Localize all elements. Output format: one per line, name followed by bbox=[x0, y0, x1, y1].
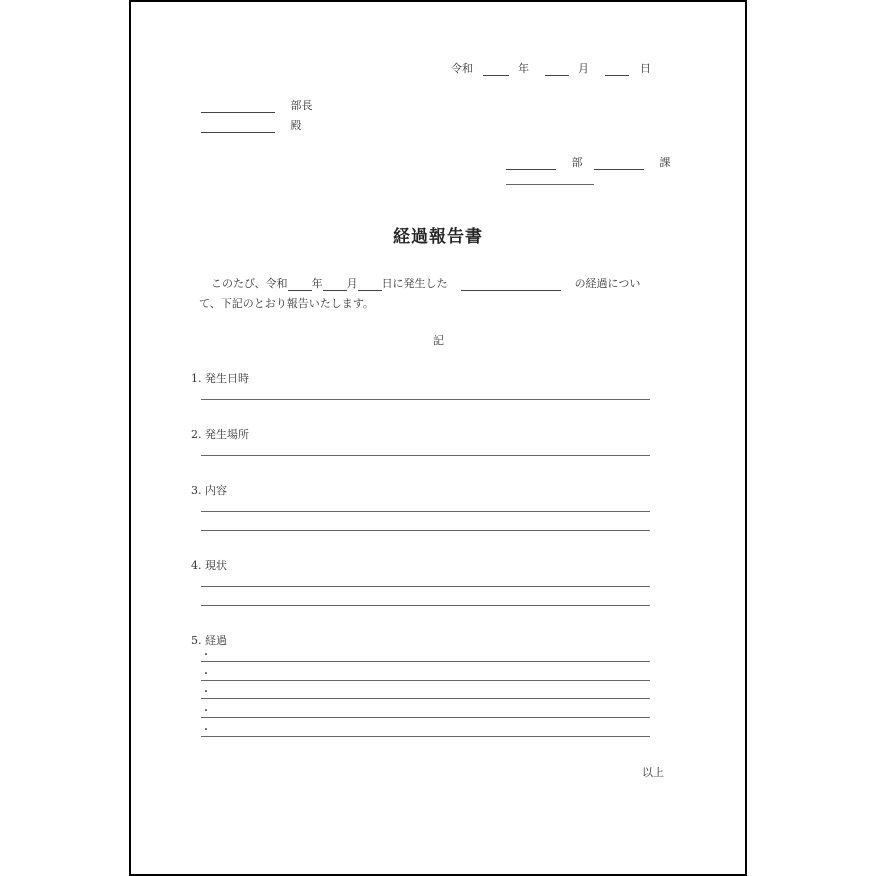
intro-year-blank[interactable] bbox=[288, 278, 312, 291]
progress-bullet: ・ bbox=[201, 669, 211, 680]
intro-line-1 bbox=[211, 275, 640, 291]
section-2-label: 2. 発生場所 bbox=[191, 428, 249, 441]
progress-line-3[interactable] bbox=[201, 698, 650, 699]
recipient-title-dono: 殿 bbox=[290, 119, 302, 132]
section-blank[interactable] bbox=[594, 157, 644, 170]
progress-bullet: ・ bbox=[201, 650, 211, 661]
progress-line-1[interactable] bbox=[201, 661, 650, 662]
intro-month-blank[interactable] bbox=[323, 278, 347, 291]
section-3-line-2[interactable] bbox=[201, 530, 650, 531]
intro-year-label: 年 bbox=[311, 277, 323, 290]
ki-heading: 記 bbox=[433, 334, 444, 347]
incident-name-blank[interactable] bbox=[461, 278, 561, 291]
section-4-line-2[interactable] bbox=[201, 605, 650, 606]
intro-day-blank[interactable] bbox=[358, 278, 382, 291]
year-label: 年 bbox=[518, 62, 529, 75]
day-blank[interactable] bbox=[605, 63, 629, 76]
era-label: 令和 bbox=[451, 62, 473, 75]
intro-line-2: て、下記のとおり報告いたします。 bbox=[199, 297, 374, 310]
progress-line-5[interactable] bbox=[201, 736, 650, 737]
progress-bullet: ・ bbox=[201, 687, 211, 698]
closing-ijo: 以上 bbox=[642, 766, 664, 779]
sender-name-line[interactable] bbox=[506, 184, 594, 185]
progress-line-4[interactable] bbox=[201, 717, 650, 718]
recipient-name2-blank[interactable] bbox=[201, 120, 275, 133]
progress-line-2[interactable] bbox=[201, 680, 650, 681]
section-5-label: 5. 経過 bbox=[191, 634, 227, 647]
intro-start: このたび、令和 bbox=[211, 277, 288, 290]
recipient-title-bucho: 部長 bbox=[290, 99, 313, 112]
date-line bbox=[451, 60, 651, 76]
section-3-line-1[interactable] bbox=[201, 511, 650, 512]
section-4-line-1[interactable] bbox=[201, 586, 650, 587]
section-3-label: 3. 内容 bbox=[191, 484, 227, 497]
day-label: 日 bbox=[640, 62, 651, 75]
recipient-name-blank[interactable] bbox=[201, 100, 275, 113]
progress-bullet: ・ bbox=[201, 706, 211, 717]
month-blank[interactable] bbox=[545, 63, 569, 76]
dept-blank[interactable] bbox=[506, 157, 556, 170]
section-4-label: 4. 現状 bbox=[191, 559, 227, 572]
year-blank[interactable] bbox=[483, 63, 509, 76]
intro-day-label: 日に発生した bbox=[381, 277, 448, 290]
month-label: 月 bbox=[578, 62, 589, 75]
section-2-line[interactable] bbox=[201, 455, 650, 456]
sender-dept-line bbox=[506, 154, 671, 170]
progress-bullet: ・ bbox=[201, 725, 211, 736]
section-1-line[interactable] bbox=[201, 399, 650, 400]
intro-end: の経過につい bbox=[574, 277, 641, 290]
section-label: 課 bbox=[659, 156, 671, 169]
dept-label: 部 bbox=[571, 156, 583, 169]
report-document bbox=[129, 0, 747, 876]
section-1-label: 1. 発生日時 bbox=[191, 372, 249, 385]
recipient-line-2 bbox=[201, 117, 302, 133]
recipient-line-1 bbox=[201, 97, 313, 113]
intro-month-label: 月 bbox=[346, 277, 358, 290]
document-title: 経過報告書 bbox=[393, 227, 483, 247]
